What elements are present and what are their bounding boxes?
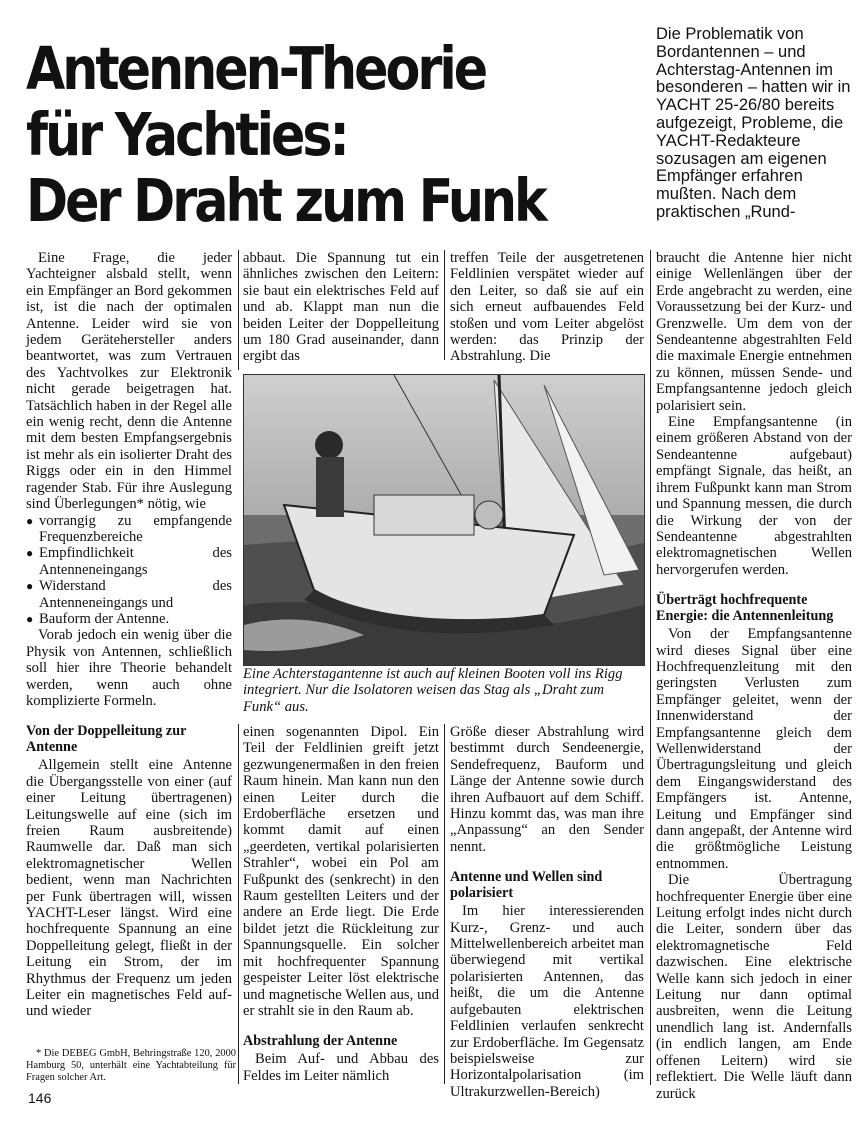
column-3-top: [450, 250, 644, 365]
section-heading: Antenne und Wellen sind polarisiert: [450, 869, 603, 902]
column-divider: [238, 250, 239, 370]
bullet-item: ● Bauform der Antenne.: [26, 610, 170, 627]
bullet-icon: ●: [26, 579, 34, 594]
column-divider: [650, 250, 651, 1085]
bullet-icon: ●: [26, 611, 34, 626]
col4-paragraph-4: Die Übertragung hochfrequenter Energie über eine Leitung erfolgt indes nicht durch die Leiter, sondern über das elektromagnetische Feld dazwischen. Eine elektrische Welle kann sich jedoch in einer Leitung nur dann optimal ausbreiten, wenn die Leitung unendlich lang ist. Andernfalls (in endlich langen, am Ende offenen Leitern) wird sie reflektiert. Die Welle läuft dann zurück: [656, 872, 852, 1102]
sailboat-image: [244, 375, 644, 665]
footnote: [26, 1048, 236, 1084]
column-4: [656, 250, 852, 1102]
title-line-2: für Yachties:: [26, 100, 347, 169]
bullet-icon: ●: [26, 513, 34, 528]
footnote-text: * Die DEBEG GmbH, Behringstraße 120, 2000 Hamburg 50, unterhält eine Yachtabteilung für Fragen solcher Art.: [26, 1048, 236, 1083]
column-3-bottom: [450, 724, 644, 1100]
col3-bottom-paragraph-1: Größe dieser Abstrahlung wird bestimmt durch Sendeenergie, Sendefrequenz, Bauform und Länge der Antenne sowie durch ihren Aufbauort auf dem Schiff. Hinzu kommt das, was man ihre „Anpassung“ an den Sender nennt.: [450, 724, 644, 855]
col2-bottom-paragraph-2: Beim Auf- und Abbau des Feldes im Leiter nämlich: [243, 1051, 439, 1084]
col3-top-paragraph: treffen Teile der ausgetretenen Feldlinien verspätet wieder auf den Leiter, so daß sie auf ein sich erneut aufbauendes Feld stoßen und vom Leiter abgelöst werden: das Prinzip der Abstrahlung. Die: [450, 250, 644, 365]
col2-top-paragraph: abbaut. Die Spannung tut ein ähnliches zwischen den Leitern: sie baut ein elektrisches Feld auf und ab. Klappt man nun die beiden Leiter der Doppelleitung um 180 Grad auseinander, dann ergibt das: [243, 250, 439, 365]
section-heading: Abstrahlung der Antenne: [243, 1033, 398, 1050]
col4-paragraph-3: Von der Empfangsantenne wird dieses Signal über eine Hochfrequenzleitung mit den geringsten Verlusten zum Empfänger geleitet, wenn der Innenwiderstand der Empfangsantenne gleich dem Wellenwiderstand der Übertragungsleitung und gleich dem Eingangswiderstand des Empfängers ist. Antenne, Leitung und Empfänger sind dann angepaßt, der Antenne wird die größtmögliche Leistung entnommen.: [656, 626, 852, 872]
title-line-1: Antennen-Theorie: [26, 34, 486, 103]
col4-paragraph-1: braucht die Antenne hier nicht einige Wellenlängen über der Erde angebracht zu werden, eine Voraussetzung bei der Kurz- und Grenzwelle. Um dem von der Sendeantenne abgestrahlten Feld die maximale Energie entnehmen zu können, müssen Sende- und Empfangsantenne jedoch gleich polarisiert sein.: [656, 250, 852, 414]
section-heading: Von der Doppelleitung zur Antenne: [26, 723, 187, 756]
col2-bottom-paragraph-1: einen sogenannten Dipol. Ein Teil der Feldlinien greift jetzt gezwungenermaßen in den freien Raum hinein. Man kann nun den einen Leiter durch die Erdoberfläche ersetzen und kommt damit auf einen „geerdeten, vertikal polarisierten Strahler“, wobei ein Pol am Fußpunkt des (senkrecht) in den Raum gestellten Leiters und der andere an Erde liegt. Die Erde bildet jetzt die Rückleitung zur Spannungsquelle. Ein solcher mit hochfrequenter Spannung gespeister Leiter löst elektrische und magnetische Wellen aus, und er strahlt sie in den Raum ab.: [243, 724, 439, 1019]
column-2-bottom: [243, 724, 439, 1084]
article-title: [26, 36, 552, 234]
column-divider: [238, 724, 239, 1084]
col3-bottom-paragraph-2: Im hier interessierenden Kurz-, Grenz- und auch Mittelwellenbereich arbeitet man überwiegend mit vertikal polarisierten Antennen, das heißt, die um die Antenne aufgebauten elektrischen Feldlinien verlaufen senkrecht zur Erdoberfläche. Im Gegensatz beispielsweise zur Horizontalpolarisation (im Ultrakurzwellen-Bereich): [450, 903, 644, 1100]
intro-text: Die Problematik von Bordantennen – und Achterstag-Antennen im besonderen – hatten wir in YACHT 25-26/80 bereits aufgezeigt, Probleme, die YACHT-Redakteure sozusagen am eigenen Empfänger erfahren mußten. Nach dem praktischen „Rund-: [656, 25, 851, 221]
column-1: [26, 250, 232, 1020]
bullet-item: ● Empfindlichkeit des Antenneneingangs: [26, 545, 232, 578]
col4-paragraph-2: Eine Empfangsantenne (in einem größeren Abstand von der Sendeantenne aufgebaut) empfängt Signale, das heißt, an ihrem Fußpunkt kann man Strom und Spannung messen, die durch die Wirkung der von der Sendeantenne abgestrahlten elektromagnetischen Wellen hervorgerufen werden.: [656, 414, 852, 578]
column-divider: [444, 250, 445, 360]
column-2-top: [243, 250, 439, 365]
photo-caption: Eine Achterstagantenne ist auch auf kleinen Booten voll ins Rigg integriert. Nur die Isolatoren weisen das Stag als „Draht zum Funk“ aus.: [243, 666, 623, 715]
col1-paragraph-3: Allgemein stellt eine Antenne die Übergangsstelle von einer (auf einer Leitung übertragenen) Leitungswelle auf eine (sich im freien Raum ausbreitende) Raumwelle dar. Daß man sich elektromagnetischer Wellen bedient, wenn man Nachrichten per Funk übertragen will, wissen YACHT-Leser längst. Wird eine hochfrequente Spannung an eine Doppelleitung gelegt, fließt in der Leitung ein Strom, der im Rhythmus der Frequenz um jeden Leiter ein magnetisches Feld auf- und wieder: [26, 757, 232, 1020]
sailboat-photo: [243, 374, 645, 666]
column-divider: [444, 724, 445, 1084]
section-heading: Überträgt hochfrequente Energie: die Antennenleitung: [656, 592, 834, 625]
bullet-item: ● vorrangig zu empfangende Frequenzbereiche: [26, 512, 232, 545]
title-line-3: Der Draht zum Funk: [26, 166, 545, 235]
bullet-icon: ●: [26, 546, 34, 561]
page-number: 146: [28, 1090, 52, 1106]
bullet-item: ● Widerstand des Antenneneingangs und: [26, 578, 232, 611]
col1-paragraph-2: Vorab jedoch ein wenig über die Physik von Antennen, schließlich soll hier ihre Theorie behandelt werden, wenn auch ohne komplizierte Formeln.: [26, 627, 232, 709]
col1-paragraph-1: Eine Frage, die jeder Yachteigner alsbald stellt, wenn ein Empfänger an Bord gekommen ist, ist die nach der optimalen Antenne. Leider wird sie von jedem Gerätehersteller anders beantwortet, was zum Vertrauen des Yachtvolkes zur Elektronik nicht gerade beigetragen hat. Tatsächlich haben in der Regel alle ein wenig recht, denn die Antenne mit dem besten Empfangsergebnis ist mehr als ein isolierter Draht des Riggs oder ein in den Himmel ragender Stab. Für ihre Auslegung sind Überlegungen* nötig, wie: [26, 250, 232, 513]
